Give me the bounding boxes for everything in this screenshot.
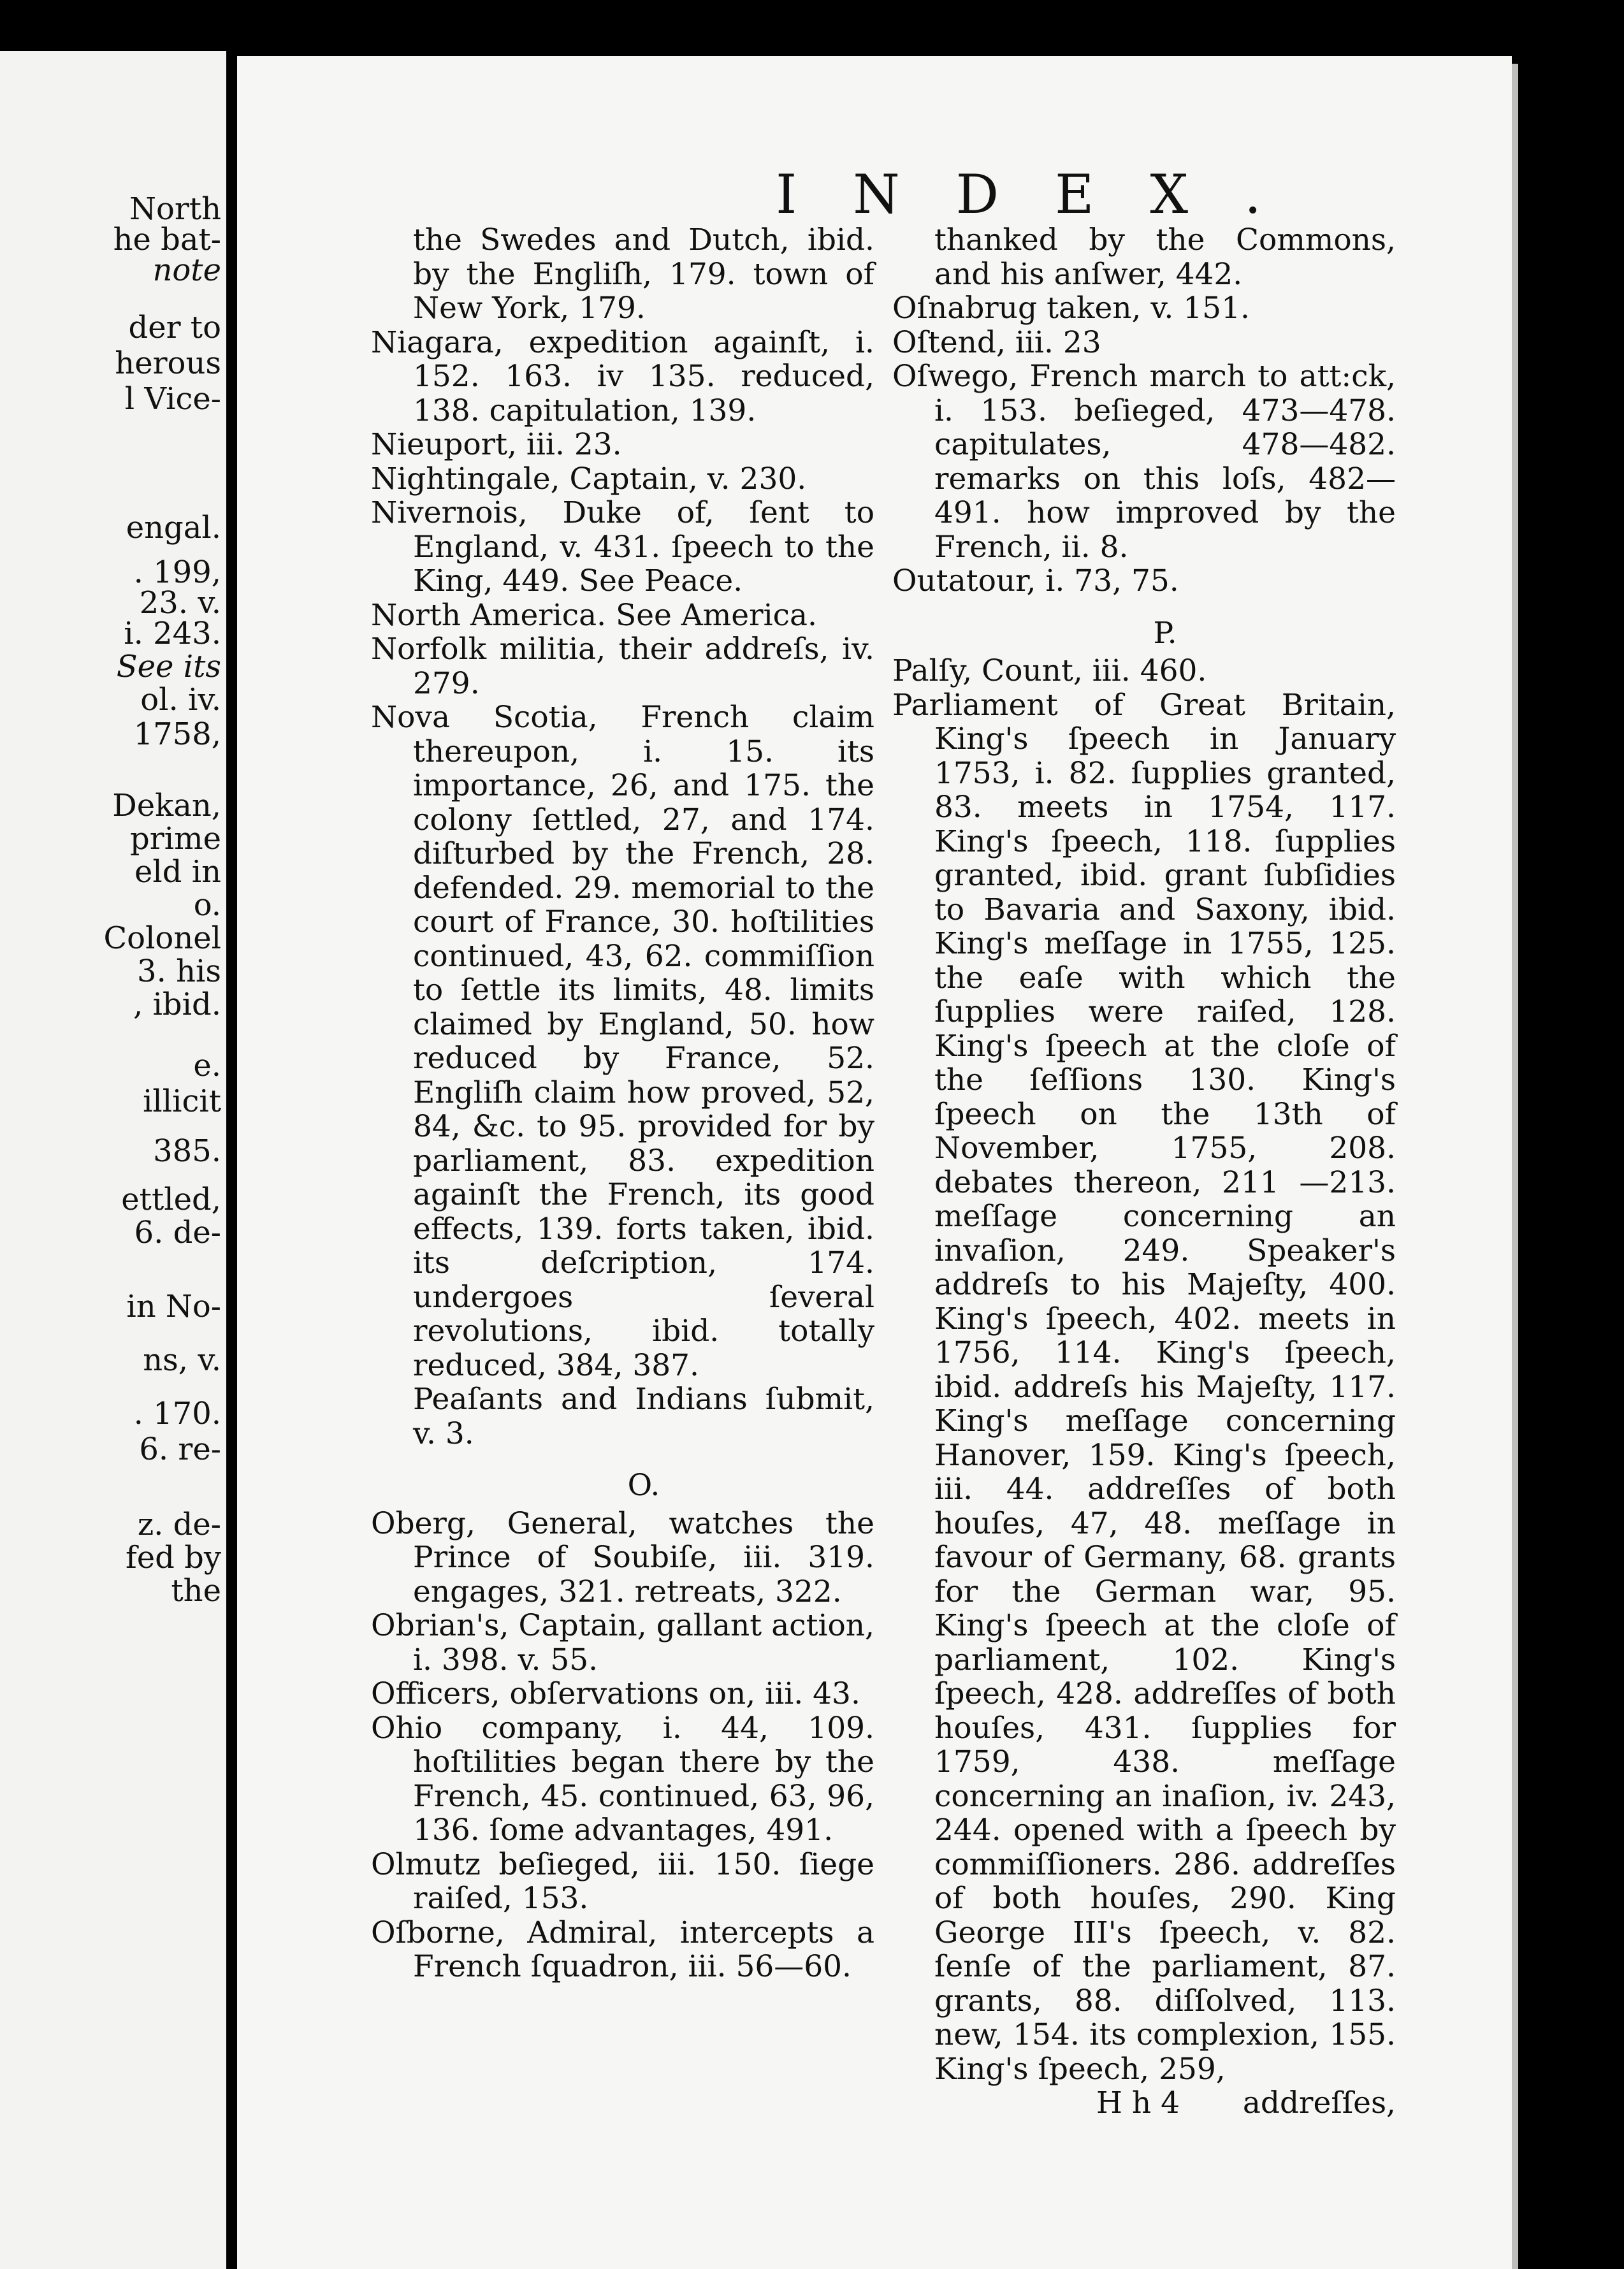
index-entry: Oſborne, Admiral, intercepts a French ſquadron, iii. 56—60. — [371, 1915, 874, 1984]
left-page-text-fragment: 385. — [153, 1133, 221, 1169]
index-entry: Ohio company, i. 44, 109. hoſtilities began there by the French, 45. continued, 63, 96, 136. ſome advantages, 491. — [371, 1710, 874, 1848]
left-page-text-fragment: 6. re- — [139, 1432, 221, 1467]
index-column-left — [371, 223, 874, 1984]
page-heading: INDEX. — [776, 163, 1317, 226]
index-entry-continuation: the Swedes and Dutch, ibid. by the Engliſh, 179. town of New York, 179. — [413, 222, 874, 326]
left-page-text-fragment: engal. — [126, 510, 221, 546]
left-page-text-fragment: prime — [130, 821, 221, 857]
left-page-text-fragment: herous — [115, 345, 221, 381]
index-entry: North America. See America. — [371, 597, 817, 633]
index-entry: Nova Scotia, French claim thereupon, i. 15. its importance, 26, and 175. the colony ſettled, 27, and 174. diſturbed by the French, 28. defended. 29. memorial to the court of France, 30. hoſtilities continued, 43, 62. commiſſion to ſettle its limits, 48. limits claimed by England, 50. how reduced by France, 52. Engliſh claim how proved, 52, 84, &c. to 95. provided for by parliament, 83. expedition againſt the French, its good effects, 139. forts taken, ibid. its deſcription, 174. undergoes ſeveral revolutions, ibid. totally reduced, 384, 387. — [371, 700, 874, 1383]
index-entry: Oberg, General, watches the Prince of Soubiſe, iii. 319. engages, 321. retreats, 322. — [371, 1505, 874, 1609]
catchword: addreſſes, — [1242, 2085, 1396, 2120]
left-page-text-fragment: e. — [193, 1048, 221, 1084]
index-entry: Outatour, i. 73, 75. — [892, 563, 1179, 598]
index-page — [237, 56, 1512, 2269]
left-page-text-fragment: der to — [128, 310, 221, 345]
left-page-text-fragment: l Vice- — [124, 381, 221, 417]
left-page-fragment — [0, 51, 226, 2269]
index-entry: Officers, obſervations on, iii. 43. — [371, 1676, 860, 1711]
index-entry: Oſtend, iii. 23 — [892, 324, 1101, 360]
left-page-text-fragment: 23. v. — [139, 585, 221, 621]
index-entry-continuation: thanked by the Commons, and his anſwer, 442. — [934, 222, 1396, 292]
index-letter-heading: O. — [627, 1468, 660, 1503]
index-entry: Oſnabrug taken, v. 151. — [892, 291, 1250, 326]
index-entry: Parliament of Great Britain, King's ſpeech in January 1753, i. 82. ſupplies granted, 83. meets in 1754, 117. King's ſpeech, 118. ſupplies granted, ibid. grant ſubſidies to Bavaria and Saxony, ibid. King's meſſage in 1755, 125. the eaſe with which the ſupplies were raiſed, 128. King's ſpeech at the cloſe of the ſeſſions 130. King's ſpeech on the 13th of November, 1755, 208. debates thereon, 211 —213. meſſage concerning an invaſion, 249. Speaker's addreſs to his Majeſty, 400. King's ſpeech, 402. meets in 1756, 114. King's ſpeech, ibid. addreſs his Majeſty, 117. King's meſſage concerning Hanover, 159. King's ſpeech, iii. 44. addreſſes of both houſes, 47, 48. meſſage in favour of Germany, 68. grants for the German war, 95. King's ſpeech at the cloſe of parliament, 102. King's ſpeech, 428. addreſſes of both houſes, 431. ſupplies for 1759, 438. meſſage concerning an inaſion, iv. 243, 244. opened with a ſpeech by commiſſioners. 286. addreſſes of both houſes, 290. King George III's ſpeech, v. 82. ſenſe of the parliament, 87. grants, 88. diſſolved, 113. new, 154. its complexion, 155. King's ſpeech, 259, — [892, 687, 1396, 2087]
index-entry: Obrian's, Captain, gallant action, i. 398. v. 55. — [371, 1608, 874, 1678]
signature-catchword-line — [892, 2086, 1396, 2120]
left-page-text-fragment: he bat- — [113, 222, 221, 257]
left-page-text-fragment: ol. iv. — [140, 682, 221, 718]
left-page-text-fragment: See its — [116, 649, 221, 685]
left-page-text-fragment: ns, v. — [143, 1342, 221, 1378]
index-entry: Niagara, expedition againſt, i. 152. 163. iv 135. reduced, 138. capitulation, 139. — [371, 324, 874, 428]
index-entry: Nightingale, Captain, v. 230. — [371, 461, 807, 497]
left-page-text-fragment: ettled, — [121, 1182, 221, 1217]
left-page-text-fragment: in No- — [126, 1289, 221, 1324]
left-page-text-fragment: fed by — [126, 1540, 221, 1576]
left-page-text-fragment: , ibid. — [133, 987, 221, 1022]
index-column-right — [892, 223, 1396, 2120]
index-entry: Palſy, Count, iii. 460. — [892, 653, 1207, 688]
left-page-text-fragment: i. 243. — [124, 616, 221, 651]
page-edge — [1512, 64, 1518, 2269]
left-page-text-fragment: eld in — [134, 854, 221, 890]
left-page-text-fragment: Colonel — [103, 920, 221, 956]
index-entry: Olmutz beſieged, iii. 150. ſiege raiſed, 153. — [371, 1846, 874, 1916]
index-entry: Oſwego, French march to att:ck, i. 153. beſieged, 473—478. capitulates, 478—482. remarks on this loſs, 482—491. how improved by the French, ii. 8. — [892, 359, 1396, 565]
left-page-text-fragment: illicit — [143, 1084, 221, 1119]
index-entry: Norfolk militia, their addreſs, iv. 279. — [371, 632, 874, 701]
left-page-text-fragment: note — [152, 252, 221, 288]
left-page-text-fragment: 1758, — [133, 716, 221, 752]
left-page-text-fragment: the — [171, 1573, 221, 1609]
index-letter-heading: P. — [1153, 615, 1177, 651]
index-entry: Nieuport, iii. 23. — [371, 427, 622, 462]
left-page-text-fragment: . 199, — [133, 555, 221, 590]
left-page-text-fragment: . 170. — [133, 1396, 221, 1432]
left-page-text-fragment: North — [129, 191, 221, 227]
left-page-text-fragment: z. de- — [137, 1507, 221, 1542]
index-entry: Nivernois, Duke of, ſent to England, v. 431. ſpeech to the King, 449. See Peace. — [371, 495, 874, 598]
signature-mark: H h 4 — [1096, 2085, 1180, 2120]
left-page-text-fragment: 6. de- — [134, 1215, 221, 1250]
index-entry-continuation: Peaſants and Indians ſubmit, v. 3. — [413, 1382, 874, 1451]
left-page-text-fragment: Dekan, — [112, 788, 221, 823]
left-page-text-fragment: 3. his — [137, 953, 221, 989]
left-page-text-fragment: o. — [193, 887, 221, 923]
